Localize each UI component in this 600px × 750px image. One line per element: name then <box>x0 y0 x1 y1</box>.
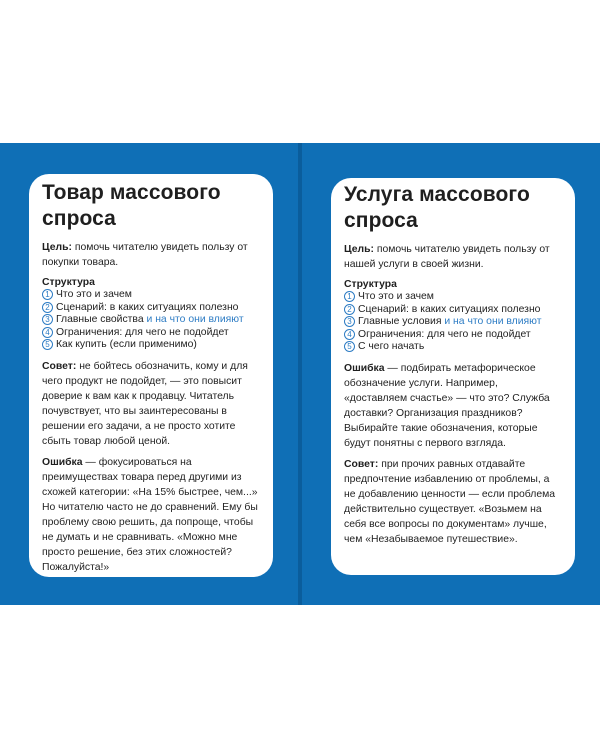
structure-heading: Структура <box>42 277 95 288</box>
number-badge: 4 <box>344 329 355 340</box>
list-item: 5 С чего начать <box>344 341 563 354</box>
number-badge: 5 <box>42 339 53 350</box>
number-badge: 4 <box>42 327 53 338</box>
number-badge: 3 <box>344 316 355 327</box>
number-badge: 2 <box>42 302 53 313</box>
tip-paragraph <box>344 457 563 547</box>
list-item: 2 Сценарий: в каких ситуациях полезно <box>42 302 261 315</box>
tip-text: не бойтесь обозначить, кому и для чего продукт не подойдет, — это повысит доверие к вам как к продавцу. Читатель почувствует, что вы заинтересованы в решении его задачи, а не просто хотите сбыть товар любой ценой. <box>42 360 248 447</box>
number-badge: 1 <box>42 289 53 300</box>
goal-label: Цель: <box>344 244 374 255</box>
mistake-paragraph <box>344 361 563 451</box>
tip-label: Совет: <box>344 458 379 470</box>
number-badge: 1 <box>344 291 355 302</box>
mistake-label: Ошибка <box>344 362 385 374</box>
list-item: 4 Ограничения: для чего не подойдет <box>344 329 563 342</box>
mistake-paragraph <box>42 455 261 575</box>
number-badge: 2 <box>344 304 355 315</box>
mistake-label: Ошибка <box>42 456 83 468</box>
goal-text: помочь читателю увидеть пользу от нашей услуги в своей жизни. <box>344 244 550 270</box>
mistake-text: — фокусироваться на преимуществах товара перед другими из схожей категории: «На 15% быстрее, чем...» Но читателю часто не до сравнений. Ему бы проблему свою решить, да попроще, чтобы не думать и не сравнивать. «Можно мне просто решение, без этих сложностей? Пожалуйста!» <box>42 456 258 573</box>
number-badge: 3 <box>42 314 53 325</box>
list-item: 1 Что это и зачем <box>42 289 261 302</box>
card-title: Услуга массового спроса <box>344 183 530 232</box>
tip-text: при прочих равных отдавайте предпочтение избавлению от проблемы, а не добавлению ценности — если проблема действительно существует. «Возьмем на себя все вопросы по документам» лучше, чем «Незабываемое путешествие». <box>344 458 556 545</box>
book-spine <box>298 143 302 605</box>
structure-list <box>344 291 563 354</box>
goal-paragraph <box>42 240 261 270</box>
goal-label: Цель: <box>42 242 72 253</box>
tip-paragraph <box>42 359 261 449</box>
accent-text: и на что они влияют <box>146 314 244 325</box>
list-item: 3 Главные свойства и на что они влияют <box>42 314 261 327</box>
list-item: 5 Как купить (если применимо) <box>42 339 261 352</box>
structure-heading: Структура <box>344 279 397 290</box>
number-badge: 5 <box>344 341 355 352</box>
card-product <box>29 174 273 577</box>
list-item: 2 Сценарий: в каких ситуациях полезно <box>344 304 563 317</box>
goal-text: помочь читателю увидеть пользу от покупки товара. <box>42 242 248 268</box>
list-item: 1 Что это и зачем <box>344 291 563 304</box>
list-item: 3 Главные условия и на что они влияют <box>344 316 563 329</box>
structure-list <box>42 289 261 352</box>
mistake-text: — подбирать метафорическое обозначение услуги. Например, «доставляем счастье» — что это? Служба доставки? Организация праздников? Выбирайте такие обозначения, которые будут понятны с первого взгляда. <box>344 362 550 449</box>
accent-text: и на что они влияют <box>444 316 542 327</box>
card-service <box>331 178 575 575</box>
goal-paragraph <box>344 242 563 272</box>
list-item: 4 Ограничения: для чего не подойдет <box>42 327 261 340</box>
tip-label: Совет: <box>42 360 77 372</box>
card-title: Товар массового спроса <box>42 181 221 230</box>
